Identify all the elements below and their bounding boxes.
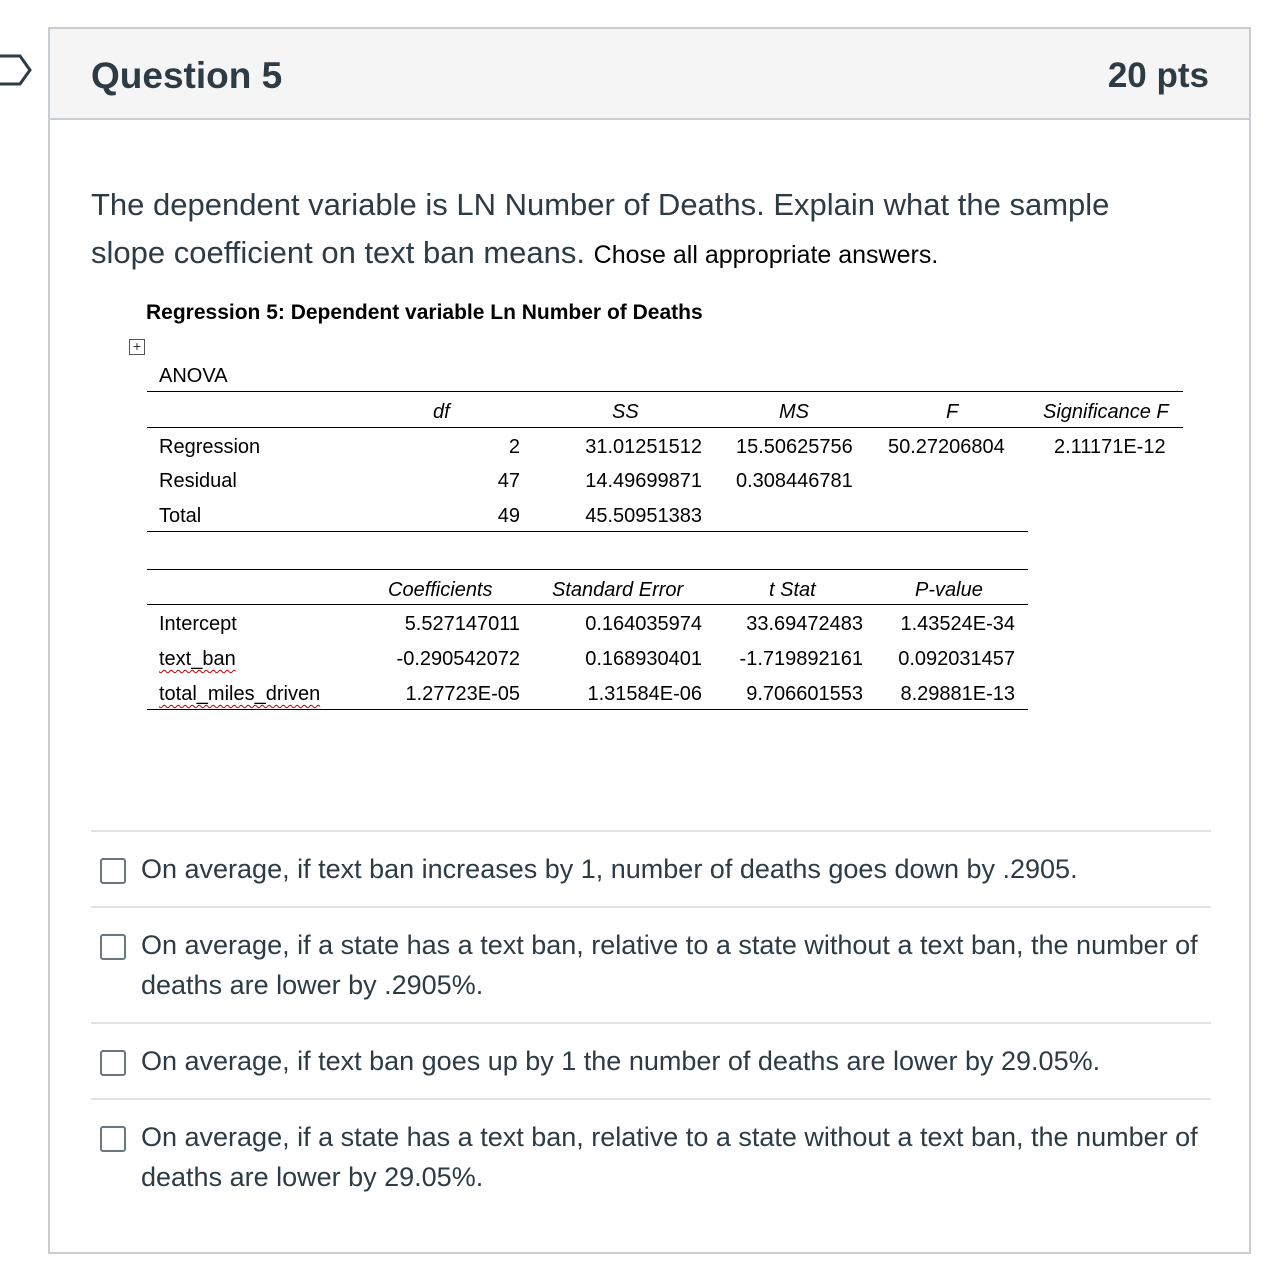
question-title: Question 5 xyxy=(91,55,283,96)
coef-row-label: Intercept xyxy=(159,613,237,635)
coef-cell-se: 1.31584E-06 xyxy=(587,683,702,705)
anova-cell-df: 2 xyxy=(508,436,520,458)
anova-cell-ss: 14.49699871 xyxy=(585,470,702,492)
anova-cell-f: 50.27206804 xyxy=(888,436,1005,458)
option-label[interactable]: On average, if text ban goes up by 1 the number of deaths are lower by 29.05%. xyxy=(141,1046,1101,1076)
anova-row-label: Regression xyxy=(159,436,261,458)
coef-cell-se: 0.168930401 xyxy=(585,648,702,670)
coef-header-coefficients: Coefficients xyxy=(388,579,493,601)
coef-cell-p: 0.092031457 xyxy=(898,648,1015,670)
option-divider xyxy=(91,1098,1211,1100)
prompt-main-text: The dependent variable is LN Number of Deaths. Explain what the sample slope coefficient on text ban means. xyxy=(91,187,1110,270)
anova-header-rule xyxy=(147,427,1183,428)
coef-header-tstat: t Stat xyxy=(769,579,816,601)
prompt-instruction-text: Chose all appropriate answers. xyxy=(593,241,939,269)
anova-cell-sig: 2.11171E-12 xyxy=(1054,436,1166,458)
coef-cell-t: 33.69472483 xyxy=(746,613,863,635)
coef-row-label: text_ban xyxy=(159,648,236,670)
anova-bottom-rule xyxy=(147,531,1028,532)
option-checkbox[interactable] xyxy=(100,858,126,884)
anova-row-label: Residual xyxy=(159,470,237,492)
anova-label: ANOVA xyxy=(159,365,228,387)
anova-cell-df: 49 xyxy=(497,505,520,527)
coef-cell-se: 0.164035974 xyxy=(585,613,702,635)
anova-cell-ms: 15.50625756 xyxy=(736,436,853,458)
coef-top-rule xyxy=(147,569,1028,570)
anova-top-rule xyxy=(147,391,1183,392)
option-divider xyxy=(91,906,1211,908)
anova-header-ms: MS xyxy=(779,401,809,423)
question-header xyxy=(50,29,1249,120)
option-label[interactable]: On average, if a state has a text ban, relative to a state without a text ban, the number of deaths are lower by 29.05%. xyxy=(141,1122,1198,1192)
coef-row-label: total_miles_driven xyxy=(159,683,321,705)
anova-row-label: Total xyxy=(159,505,202,527)
table-expand-icon: + xyxy=(129,339,145,355)
anova-cell-df: 47 xyxy=(497,470,520,492)
anova-cell-ss: 31.01251512 xyxy=(585,436,702,458)
anova-header-df: df xyxy=(433,401,450,423)
coef-cell-t: 9.706601553 xyxy=(746,683,863,705)
option-checkbox[interactable] xyxy=(100,934,126,960)
option-checkbox[interactable] xyxy=(100,1126,126,1152)
coef-header-se: Standard Error xyxy=(552,579,684,601)
anova-header-f: F xyxy=(946,401,959,423)
question-flag-icon[interactable] xyxy=(0,52,34,88)
question-points: 20 pts xyxy=(1107,56,1209,95)
coef-header-pvalue: P-value xyxy=(915,579,983,601)
option-label[interactable]: On average, if text ban increases by 1, number of deaths goes down by .2905. xyxy=(141,854,1078,884)
coef-cell-p: 1.43524E-34 xyxy=(900,613,1015,635)
anova-header-sig: Significance F xyxy=(1043,401,1169,423)
coef-cell-coef: 1.27723E-05 xyxy=(405,683,520,705)
coef-cell-coef: 5.527147011 xyxy=(404,613,520,635)
coef-bottom-rule xyxy=(147,709,1028,710)
coef-header-rule xyxy=(147,604,1028,605)
anova-cell-ss: 45.50951383 xyxy=(585,505,702,527)
coef-cell-coef: -0.290542072 xyxy=(396,648,520,670)
coef-cell-p: 8.29881E-13 xyxy=(900,683,1015,705)
option-checkbox[interactable] xyxy=(100,1050,126,1076)
question-card xyxy=(48,27,1251,1254)
coef-cell-t: -1.719892161 xyxy=(739,648,863,670)
anova-cell-ms: 0.308446781 xyxy=(736,470,853,492)
option-divider xyxy=(91,1022,1211,1024)
anova-header-ss: SS xyxy=(612,401,639,423)
regression-title: Regression 5: Dependent variable Ln Number of Deaths xyxy=(146,301,703,324)
question-prompt xyxy=(91,181,1191,279)
option-divider xyxy=(91,830,1211,832)
option-label[interactable]: On average, if a state has a text ban, relative to a state without a text ban, the number of deaths are lower by .2905%. xyxy=(141,930,1198,1000)
